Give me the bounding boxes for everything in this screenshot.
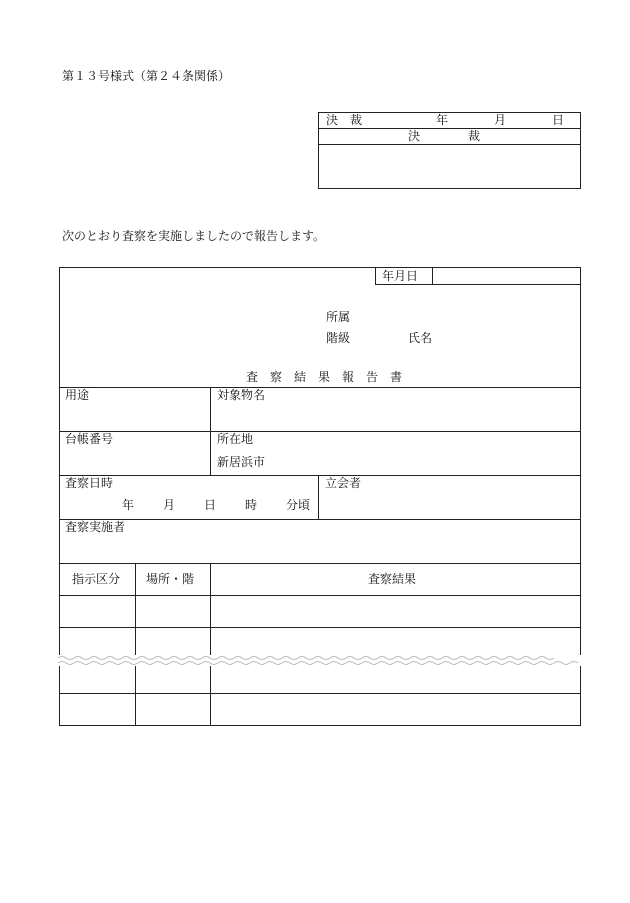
approval-label: 決 裁 bbox=[326, 113, 363, 127]
inspector-label: 査察実施者 bbox=[65, 520, 126, 534]
rank-label: 階級 bbox=[326, 331, 351, 345]
name-label: 氏名 bbox=[408, 331, 433, 345]
col-instruction: 指示区分 bbox=[72, 572, 121, 586]
approval-day: 日 bbox=[552, 113, 565, 127]
datetime-minute: 分頃 bbox=[286, 498, 311, 512]
page-break-wave bbox=[58, 653, 582, 669]
col-result: 査察結果 bbox=[368, 572, 417, 586]
col-place: 場所・階 bbox=[146, 572, 195, 586]
usage-label: 用途 bbox=[65, 388, 90, 402]
approval-month: 月 bbox=[494, 113, 507, 127]
datetime-label: 査察日時 bbox=[65, 476, 114, 490]
intro-text: 次のとおり査察を実施しましたので報告します。 bbox=[62, 229, 326, 243]
city-value: 新居浜市 bbox=[217, 455, 266, 469]
affiliation-label: 所属 bbox=[326, 310, 351, 324]
datetime-year: 年 bbox=[122, 498, 135, 512]
report-date-label: 年月日 bbox=[382, 269, 419, 283]
location-label: 所在地 bbox=[217, 432, 254, 446]
datetime-month: 月 bbox=[163, 498, 176, 512]
approval-year: 年 bbox=[436, 113, 449, 127]
ledger-label: 台帳番号 bbox=[65, 432, 114, 446]
form-number: 第１３号様式（第２４条関係） bbox=[62, 69, 231, 83]
report-title: 査 察 結 果 報 告 書 bbox=[246, 370, 403, 384]
witness-label: 立会者 bbox=[325, 476, 362, 490]
approval-subheader: 決 裁 bbox=[408, 129, 481, 143]
target-label: 対象物名 bbox=[217, 388, 266, 402]
datetime-day: 日 bbox=[204, 498, 217, 512]
datetime-hour: 時 bbox=[245, 498, 258, 512]
